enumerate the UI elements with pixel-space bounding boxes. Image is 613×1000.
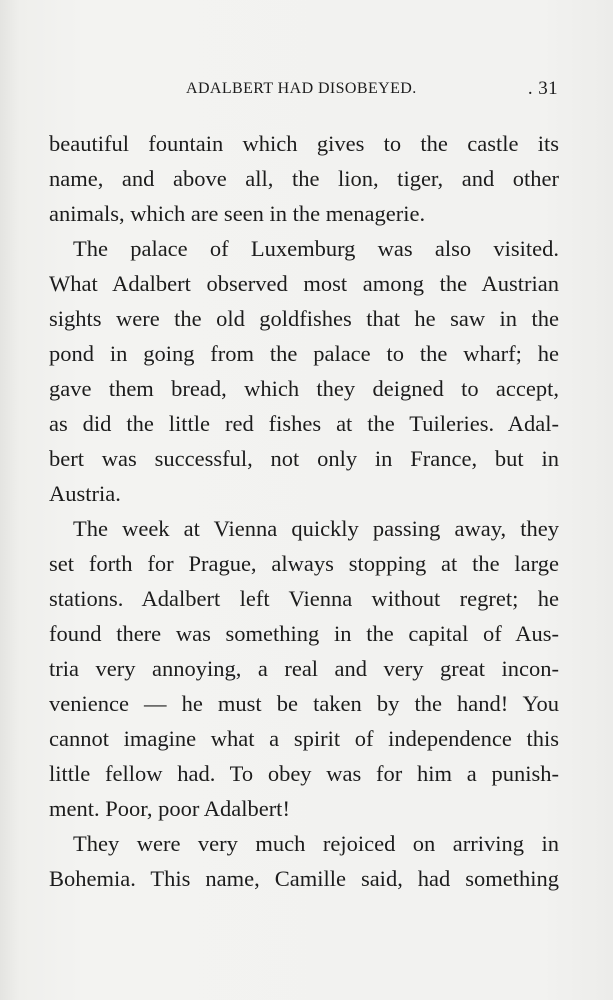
text-line: little fellow had. To obey was for him a punish- (49, 761, 559, 786)
text-line: stations. Adalbert left Vienna without regret; he (49, 586, 559, 611)
text-line: What Adalbert observed most among the Austrian (49, 271, 559, 296)
text-line: venience — he must be taken by the hand! You (49, 691, 559, 716)
text-line: found there was something in the capital of Aus- (49, 621, 559, 646)
text-line: gave them bread, which they deigned to accept, (49, 376, 559, 401)
text-line: The week at Vienna quickly passing away, they (73, 516, 559, 541)
text-line: bert was successful, not only in France, but in (49, 446, 559, 471)
text-line: cannot imagine what a spirit of independence this (49, 726, 559, 751)
text-line: sights were the old goldfishes that he saw in the (49, 306, 559, 331)
text-line: beautiful fountain which gives to the castle its (49, 131, 559, 156)
running-title: ADALBERT HAD DISOBEYED. (186, 80, 417, 97)
text-line: as did the little red fishes at the Tuileries. Adal- (49, 411, 559, 436)
text-line: name, and above all, the lion, tiger, and other (49, 166, 559, 191)
text-line: set forth for Prague, always stopping at the large (49, 551, 559, 576)
text-line: pond in going from the palace to the wharf; he (49, 341, 559, 366)
text-line: Austria. (49, 481, 121, 506)
text-line: Bohemia. This name, Camille said, had something (49, 866, 559, 891)
running-header (186, 80, 558, 104)
page-number: . 31 (527, 78, 558, 99)
body-text (49, 126, 559, 896)
text-line: The palace of Luxemburg was also visited. (73, 236, 559, 261)
text-line: tria very annoying, a real and very great incon- (49, 656, 559, 681)
text-line: ment. Poor, poor Adalbert! (49, 796, 290, 821)
text-line: animals, which are seen in the menagerie. (49, 201, 426, 226)
text-line: They were very much rejoiced on arriving in (73, 831, 559, 856)
